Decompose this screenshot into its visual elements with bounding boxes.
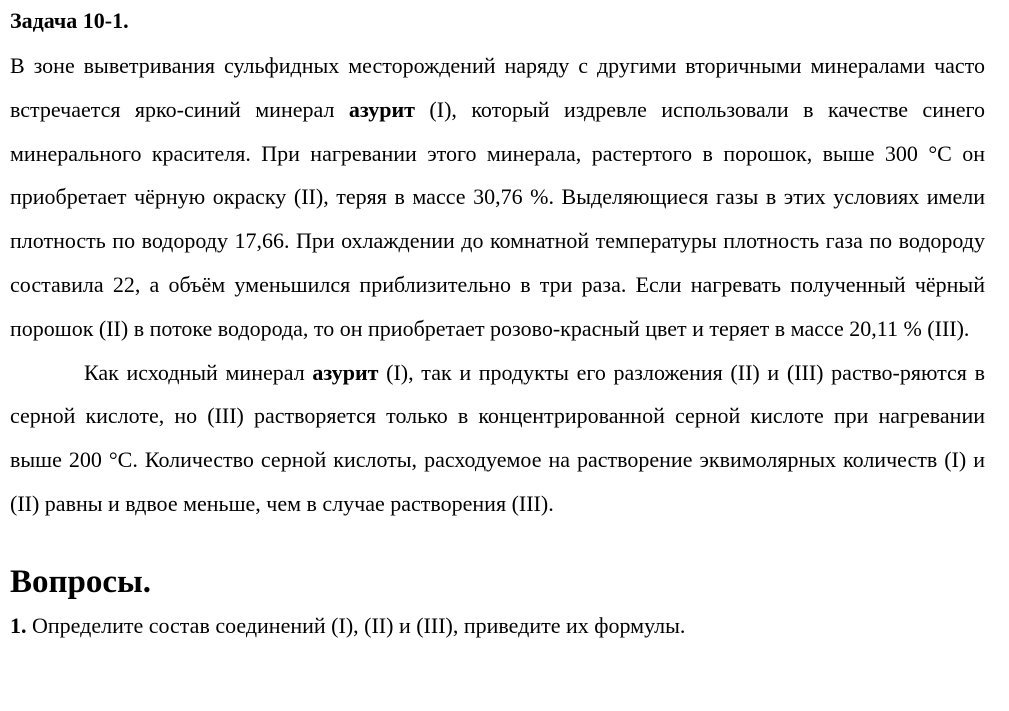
question-number: 1. (10, 612, 27, 638)
document (10, 0, 985, 648)
paragraph-1 (10, 44, 985, 351)
question-text: Определите состав соединений (I), (II) и (III), приведите их формулы. (26, 612, 686, 638)
section-gap (10, 526, 985, 560)
questions-title: Вопросы. (10, 563, 152, 600)
paragraph-2 (10, 351, 985, 526)
paragraph-2-text-b: (I), так и продукты его разложения (II) и (III) раство-ряются в серной кислоте, но (III) растворяется только в концентрированной серной кислоте при нагревании выше 200 °С. Количество серной кислоты, расходуемое на растворение эквимолярных количеств (I) и (II) равны и вдвое меньше, чем в случае растворения (III). (10, 359, 985, 516)
mineral-name-azurite-2: азурит (312, 359, 379, 385)
paragraph-2-text-a: Как исходный минерал (84, 359, 313, 385)
question-1 (10, 604, 985, 648)
paragraph-1-text-b: (I), который издревле использовали в качестве синего минерального красителя. При нагревании этого минерала, растертого в порошок, выше 300 °С он приобретает чёрную окраску (II), теряя в массе 30,76 %. Выделяющиеся газы в этих условиях имели плотность по водороду 17,66. При охлаждении до комнатной температуры плотность газа по водороду составила 22, а объём уменьшился приблизительно в три раза. Если нагревать полученный чёрный порошок (II) в потоке водорода, то он приобретает розово-красный цвет и теряет в массе 20,11 % (III). (10, 96, 985, 341)
paragraph-1-text-a: В зоне выветривания сульфидных месторождений наряду с другими вторичными минералами часто встречается ярко-синий минерал (10, 53, 985, 122)
mineral-name-azurite: азурит (348, 96, 415, 122)
task-title: Задача 10-1. (10, 8, 129, 33)
